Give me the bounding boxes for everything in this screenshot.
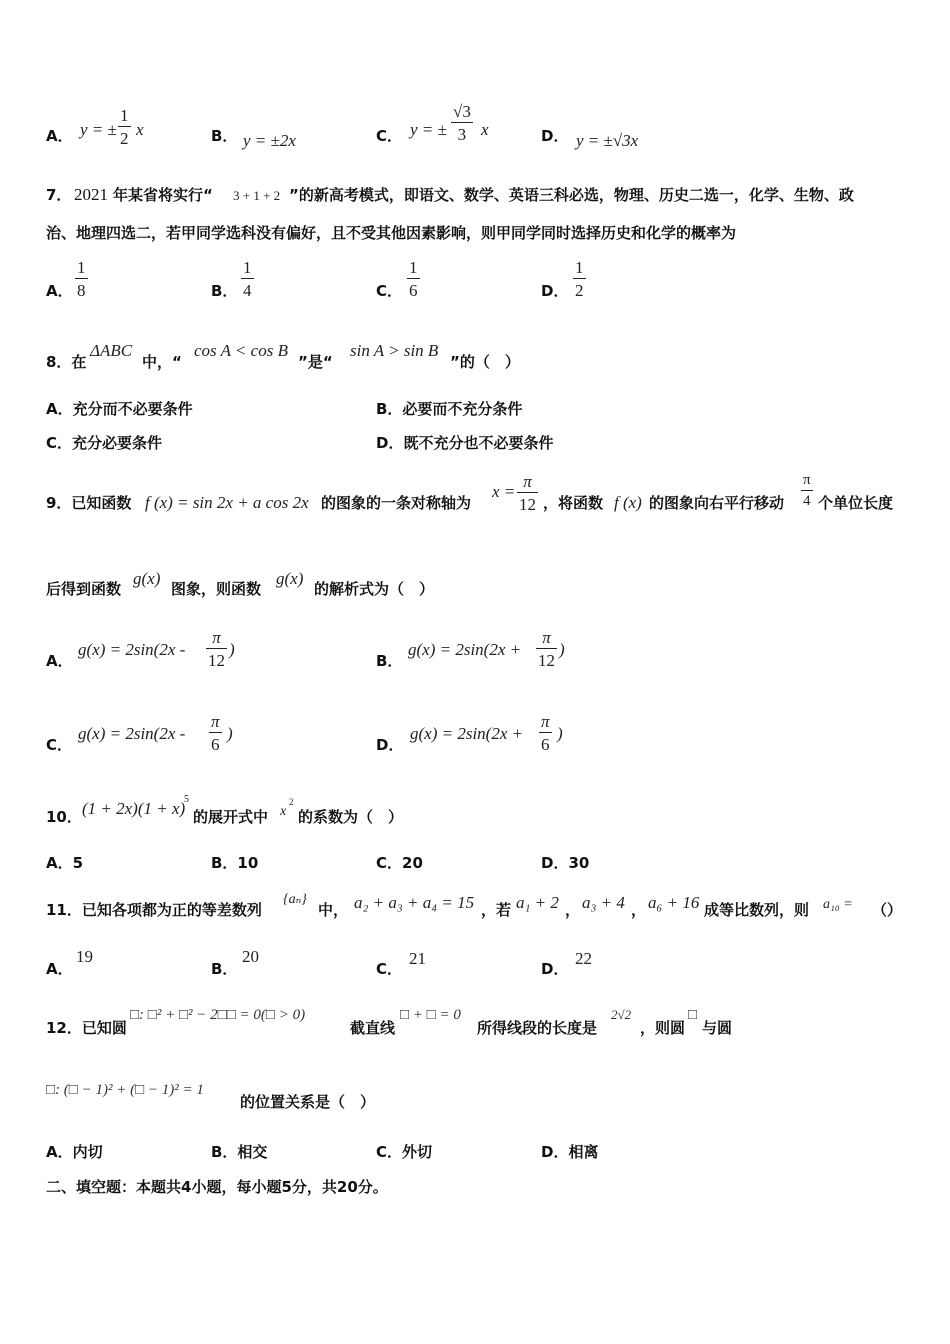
- q12-text-f: 的位置关系是（ ）: [240, 1093, 376, 1111]
- q10-text-b: 的展开式中: [193, 808, 269, 826]
- q7-option-c-fraction: [407, 259, 420, 299]
- q7-option-d-den: 2: [573, 278, 586, 299]
- q8-text-c: ”是“: [298, 353, 333, 371]
- q8-cond1: cos A < cos B: [194, 341, 288, 360]
- q10-option-b: B．10: [211, 854, 259, 872]
- q9-option-a-den: 12: [206, 648, 227, 669]
- q7-line2: 治、地理四选二，若甲同学选科没有偏好，且不受其他因素影响，则甲同学同时选择历史和化学的概率为: [46, 224, 737, 242]
- q7-option-b-num: 1: [243, 258, 252, 277]
- q8-option-c: C．充分必要条件: [46, 434, 163, 452]
- q12-option-c: C．外切: [376, 1143, 433, 1161]
- q10-exponent: 5: [184, 794, 189, 805]
- q10-option-a: A．5: [46, 854, 84, 872]
- q11-text-d: 成等比数列，则: [704, 901, 810, 919]
- q9-text-a: 9．已知函数: [46, 494, 132, 512]
- q10-option-c: C．20: [376, 854, 423, 872]
- q11-text-e: （）: [872, 901, 903, 919]
- q9-option-d-fraction: [539, 713, 552, 753]
- q9-text-b: 的图象的一条对称轴为: [321, 494, 472, 512]
- q9-option-d-num: π: [541, 712, 550, 731]
- q12-text-b: 截直线: [350, 1019, 396, 1037]
- q7-option-a-den: 8: [75, 278, 88, 299]
- q9-option-c-pre: g(x) = 2sin(2x -: [78, 724, 186, 743]
- q9-gx-1: g(x): [133, 569, 161, 588]
- q7-text-a: 年某省将实行“: [113, 186, 213, 204]
- q6-option-a-fraction: [118, 107, 131, 147]
- q8-text-a: 8．在: [46, 353, 87, 371]
- q9-text-d: 的图象向右平行移动: [649, 494, 785, 512]
- q12-line: □ + □ = 0: [400, 1007, 461, 1023]
- q10-x: x: [280, 804, 287, 819]
- q11-term2: a₃ + 4: [582, 893, 625, 912]
- q11-option-b-label: B．: [211, 960, 238, 978]
- q9-option-b-pre: g(x) = 2sin(2x +: [408, 640, 522, 659]
- q7-option-c-label: C．: [376, 282, 403, 300]
- q9-axis-den: 12: [517, 492, 538, 513]
- q9-option-a-label: A．: [46, 652, 73, 670]
- q11-option-c-value: 21: [409, 949, 426, 968]
- q7-option-d-num: 1: [575, 258, 584, 277]
- q9-line2-c: 的解析式为（ ）: [314, 580, 435, 598]
- q9-function: f (x) = sin 2x + a cos 2x: [145, 493, 309, 512]
- q12-text-c: 所得线段的长度是: [477, 1019, 598, 1037]
- section-2-heading: 二、填空题：本题共4小题，每小题5分，共20分。: [46, 1178, 388, 1196]
- q9-option-d-pre: g(x) = 2sin(2x +: [410, 724, 524, 743]
- q12-text-a: 12．已知圆: [46, 1019, 127, 1037]
- q9-option-b-label: B．: [376, 652, 403, 670]
- q12-text-e: 与圆: [702, 1019, 733, 1037]
- q10-number: 10．: [46, 808, 82, 826]
- q7-option-b-den: 4: [241, 278, 254, 299]
- q6-option-d-label: D．: [541, 127, 569, 145]
- q11-term1: a₁ + 2: [516, 893, 559, 912]
- q8-triangle: ΔABC: [90, 341, 133, 360]
- q9-option-a-pre: g(x) = 2sin(2x -: [78, 640, 186, 659]
- q11-option-d-value: 22: [575, 949, 592, 968]
- q7-option-c-num: 1: [409, 258, 418, 277]
- q11-sep2: ，: [631, 901, 647, 919]
- q6-option-c-den: 3: [451, 122, 473, 143]
- q9-option-c-post: ): [227, 724, 233, 743]
- q6-option-b-label: B．: [211, 127, 238, 145]
- q9-shift-num: π: [803, 472, 811, 488]
- q9-option-d-post: ): [557, 724, 563, 743]
- q9-option-c-den: 6: [209, 732, 222, 753]
- q11-option-b-value: 20: [242, 947, 259, 966]
- q8-text-d: ”的（ ）: [450, 353, 520, 371]
- q9-shift-fraction: [801, 473, 813, 509]
- q7-option-b-fraction: [241, 259, 254, 299]
- q11-sep1: ，: [565, 901, 581, 919]
- q7-year: 2021: [74, 185, 108, 204]
- q6-option-c-post: x: [481, 120, 489, 139]
- q11-option-d-label: D．: [541, 960, 569, 978]
- q9-option-c-num: π: [211, 712, 220, 731]
- q7-option-d-fraction: [573, 259, 586, 299]
- q6-option-a-den: 2: [118, 126, 131, 147]
- q6-option-b-expr: y = ±2x: [243, 131, 296, 150]
- q7-option-a-num: 1: [77, 258, 86, 277]
- q12-option-d: D．相离: [541, 1143, 599, 1161]
- q11-term3: a₆ + 16: [648, 893, 700, 912]
- q7-option-c-den: 6: [407, 278, 420, 299]
- q9-option-a-fraction: [206, 629, 227, 669]
- q6-option-c-fraction: [451, 103, 473, 143]
- q11-a10: a₁₀ =: [823, 897, 853, 912]
- q9-option-c-fraction: [209, 713, 222, 753]
- q9-option-b-den: 12: [536, 648, 557, 669]
- q7-text-b: ”的新高考模式，即语文、数学、英语三科必选，物理、历史二选一，化学、生物、政: [289, 186, 854, 204]
- q12-option-a: A．内切: [46, 1143, 103, 1161]
- q9-axis-pre: x =: [492, 482, 516, 501]
- q10-option-d: D．30: [541, 854, 590, 872]
- q6-option-d-expr: y = ±√3x: [576, 131, 639, 150]
- q9-axis-num: π: [523, 472, 532, 491]
- q7-option-d-label: D．: [541, 282, 569, 300]
- q11-text-c: ，若: [481, 901, 512, 919]
- q9-option-d-label: D．: [376, 736, 404, 754]
- q8-text-b: 中，“: [142, 353, 182, 371]
- q9-text-e: 个单位长度: [818, 494, 894, 512]
- q9-line2-a: 后得到函数: [46, 580, 122, 598]
- q12-box: □: [688, 1007, 698, 1023]
- q11-option-a-label: A．: [46, 960, 73, 978]
- q6-option-a-pre: y = ±: [80, 120, 117, 139]
- q12-option-b: B．相交: [211, 1143, 268, 1161]
- q7-option-b-label: B．: [211, 282, 238, 300]
- q11-option-a-value: 19: [76, 947, 93, 966]
- q9-gx-2: g(x): [276, 569, 304, 588]
- q7-option-a-fraction: [75, 259, 88, 299]
- q11-option-c-label: C．: [376, 960, 403, 978]
- q9-option-b-post: ): [559, 640, 565, 659]
- q11-sequence: {aₙ}: [283, 892, 307, 907]
- q11-sum: a₂ + a₃ + a₄ = 15: [354, 893, 475, 912]
- q10-text-c: 的系数为（ ）: [298, 808, 404, 826]
- q7-mode: 3 + 1 + 2: [233, 188, 281, 203]
- q9-option-d-den: 6: [539, 732, 552, 753]
- q12-circle-n: □: (□ − 1)² + (□ − 1)² = 1: [46, 1082, 204, 1098]
- q9-shift-den: 4: [801, 490, 813, 509]
- q12-length: 2√2: [611, 1007, 632, 1022]
- q7-option-a-label: A．: [46, 282, 73, 300]
- q10-x-exponent: 2: [289, 797, 294, 807]
- q11-text-b: 中，: [318, 901, 349, 919]
- q9-option-a-num: π: [212, 628, 221, 647]
- q9-option-a-post: ): [229, 640, 235, 659]
- q9-fx: f (x): [614, 493, 642, 512]
- q9-axis-fraction: [517, 473, 538, 513]
- q12-circle-m: □: □² + □² − 2□□ = 0(□ > 0): [130, 1007, 306, 1023]
- q9-text-c: ，将函数: [543, 494, 604, 512]
- q6-option-a-post: x: [136, 120, 144, 139]
- q11-text-a: 11．已知各项都为正的等差数列: [46, 901, 262, 919]
- q8-option-a: A．充分而不必要条件: [46, 400, 193, 418]
- q7-number: 7．: [46, 186, 72, 204]
- q8-option-d: D．既不充分也不必要条件: [376, 434, 554, 452]
- q9-option-b-fraction: [536, 629, 557, 669]
- q6-option-a-num: 1: [120, 106, 129, 125]
- q6-option-a-label: A．: [46, 127, 73, 145]
- q9-line2-b: 图象，则函数: [171, 580, 262, 598]
- q8-option-b: B．必要而不充分条件: [376, 400, 523, 418]
- q10-expression: (1 + 2x)(1 + x): [82, 799, 186, 818]
- q6-option-c-num: √3: [453, 102, 471, 121]
- q12-text-d: ，则圆: [640, 1019, 686, 1037]
- q6-option-c-pre: y = ±: [410, 120, 447, 139]
- q9-option-b-num: π: [542, 628, 551, 647]
- q9-option-c-label: C．: [46, 736, 73, 754]
- q8-cond2: sin A > sin B: [350, 341, 439, 360]
- q6-option-c-label: C．: [376, 127, 403, 145]
